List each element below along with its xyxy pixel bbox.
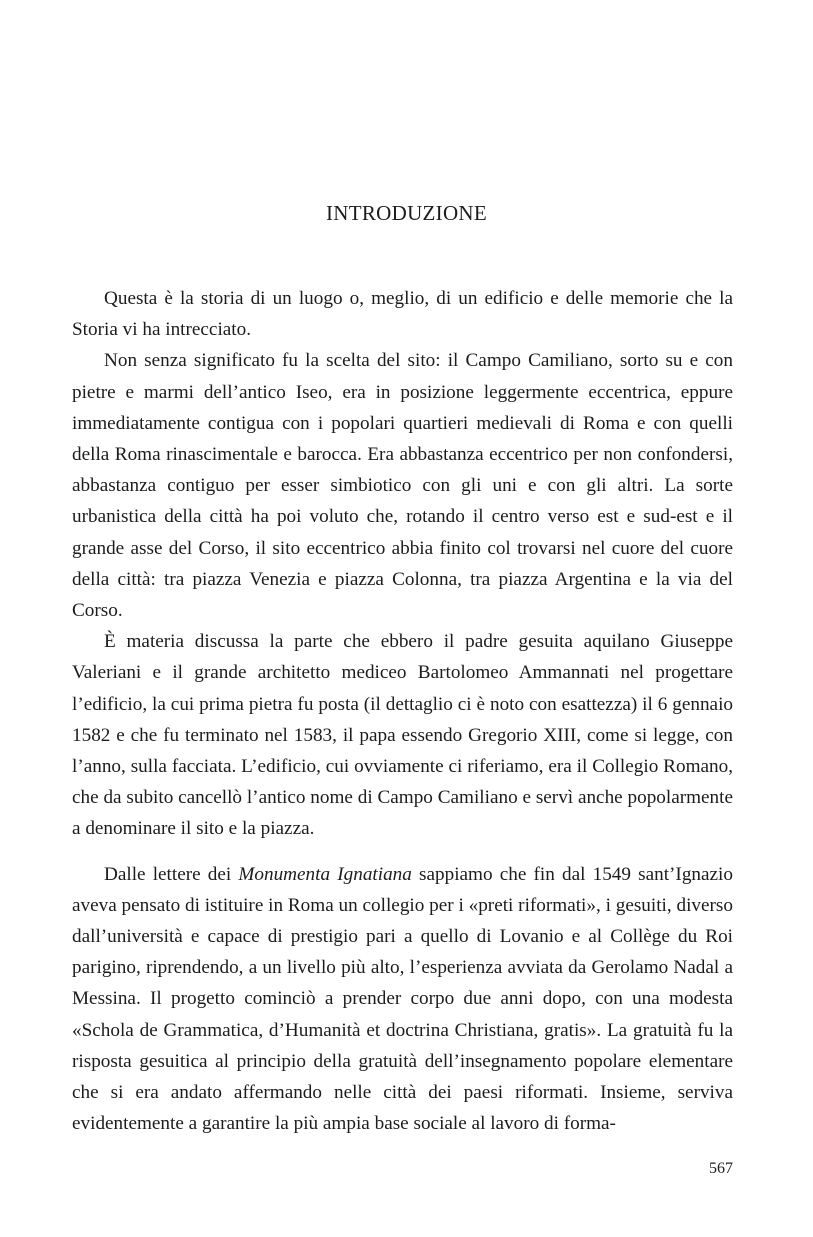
work-title-italic: Monumenta Ignatiana xyxy=(238,863,412,885)
paragraph-2: Non senza significato fu la scelta del sito: il Campo Camiliano, sorto su e con pietre e marmi dell’antico Iseo, era in posizione leggermente eccentrica, eppure immediatamente contigua con i popolari quartieri medievali di Roma e con quelli della Roma rinascimentale e barocca. Era abbastanza eccentrico per non confondersi, abbastanza contiguo per esser simbiotico con gli uni e con gli altri. La sorte urbanistica della città ha poi voluto che, rotando il centro verso est e sud-est e il grande asse del Corso, il sito eccentrico abbia finito col trovarsi nel cuore del cuore della città: tra piazza Venezia e piazza Colonna, tra piazza Argentina e la via del Corso. xyxy=(72,350,733,622)
paragraph-1: Questa è la storia di un luogo o, meglio, di un edificio e delle memorie che la Storia vi ha intrecciato. xyxy=(72,288,733,341)
body-text xyxy=(72,283,733,1139)
page-number: 567 xyxy=(709,1160,733,1177)
paragraph-4 xyxy=(72,859,733,1140)
chapter-title: INTRODUZIONE xyxy=(325,201,488,225)
paragraph-3: È materia discussa la parte che ebbero il padre gesuita aquilano Giuseppe Valeriani e il grande architetto mediceo Bartolomeo Ammannati nel progettare l’edificio, la cui prima pietra fu posta (il dettaglio ci è noto con esattezza) il 6 gennaio 1582 e che fu terminato nel 1583, il papa essendo Gregorio XIII, come si legge, con l’anno, sulla facciata. L’edificio, cui ovviamente ci riferiamo, era il Collegio Romano, che da subito cancellò l’antico nome di Campo Camiliano e servì anche popolarmente a denominare il sito e la piazza. xyxy=(72,631,733,840)
paragraph-4-rest: sappiamo che fin dal 1549 sant’Ignazio aveva pensato di istituire in Roma un collegio per i «preti riformati», i gesuiti, diverso dall’università e capace di prestigio pari a quello di Lovanio e al Collège du Roi parigino, riprendendo, a un livello più alto, l’esperienza avviata da Gerolamo Nadal a Messina. Il progetto cominciò a prender corpo due anni dopo, con una modesta «Schola de Grammatica, d’Humanità et doctrina Christiana, gratis». La gratuità fu la risposta gesuitica al principio della gratuità dell’insegnamento popolare elementare che si era andato affermando nelle città dei paesi riformati. Insieme, serviva evidentemente a garantire la più ampia base sociale al lavoro di forma- xyxy=(72,863,733,1135)
paragraph-4-lead: Dalle lettere dei xyxy=(104,863,239,885)
